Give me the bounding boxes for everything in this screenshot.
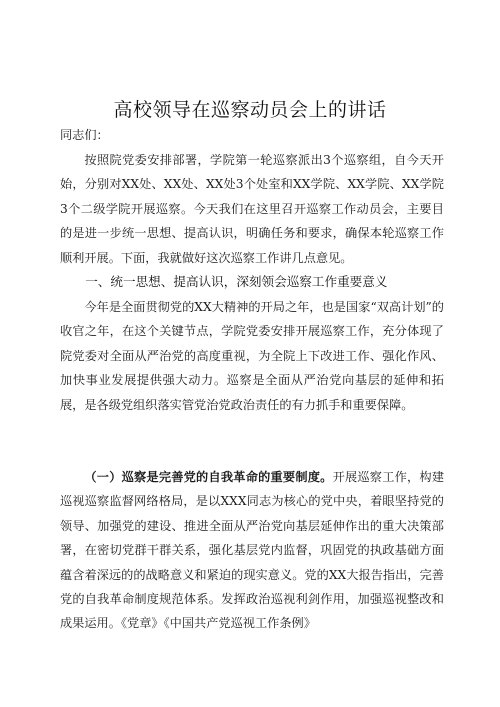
paragraph-intro: 按照院党委安排部署，学院第一轮巡察派出3个巡察组，自今天开始，分别对XX处、XX处、XX处3个处室和XX学院、XX学院、XX学院3个二级学院开展巡察。今天我们在这里召开巡察工作动员会，主要目的是进一步统一思想、提高认识，明确任务和要求，确保本轮巡察工作顺利开展。下面，我就做好这次巡察工作讲几点意见。 xyxy=(60,153,444,265)
paragraph-self-revolution xyxy=(60,465,444,636)
document-title: 高校领导在巡察动员会上的讲话 xyxy=(113,99,387,121)
paragraph-significance: 今年是全面贯彻党的XX大精神的开局之年，也是国家“双高计划”的收官之年，在这个关键节点，学院党委安排开展巡察工作，充分体现了院党委对全面从严治党的高度重视，为全院上下改进工作、强化作风、加快事业发展提供强大动力。巡察是全面从严治党向基层的延伸和拓展，是各级党组织落实管党治党政治责任的有力抓手和重要保障。 xyxy=(60,300,444,412)
paragraph-self-revolution-body: 开展巡察工作，构建巡视巡察监督网络格局，是以XXX同志为核心的党中央，着眼坚持党的领导、加强党的建设、推进全面从严治党向基层延伸作出的重大决策部署，在密切党群干群关系，强化基层党内监督，巩固党的执政基础方面蕴含着深远的的战略意义和紧迫的现实意义。党的XX大报告指出，完善党的自我革命制度规范体系。发挥政治巡视利剑作用，加强巡视整改和成果运用。《党章》《中国共产党巡视工作条例》 xyxy=(60,470,445,631)
greeting: 同志们： xyxy=(60,128,109,142)
section-heading-1: 一、统一思想、提高认识，深刻领会巡察工作重要意义 xyxy=(85,274,388,289)
subheading-1: （一）巡察是完善党的自我革命的重要制度。 xyxy=(84,470,333,484)
